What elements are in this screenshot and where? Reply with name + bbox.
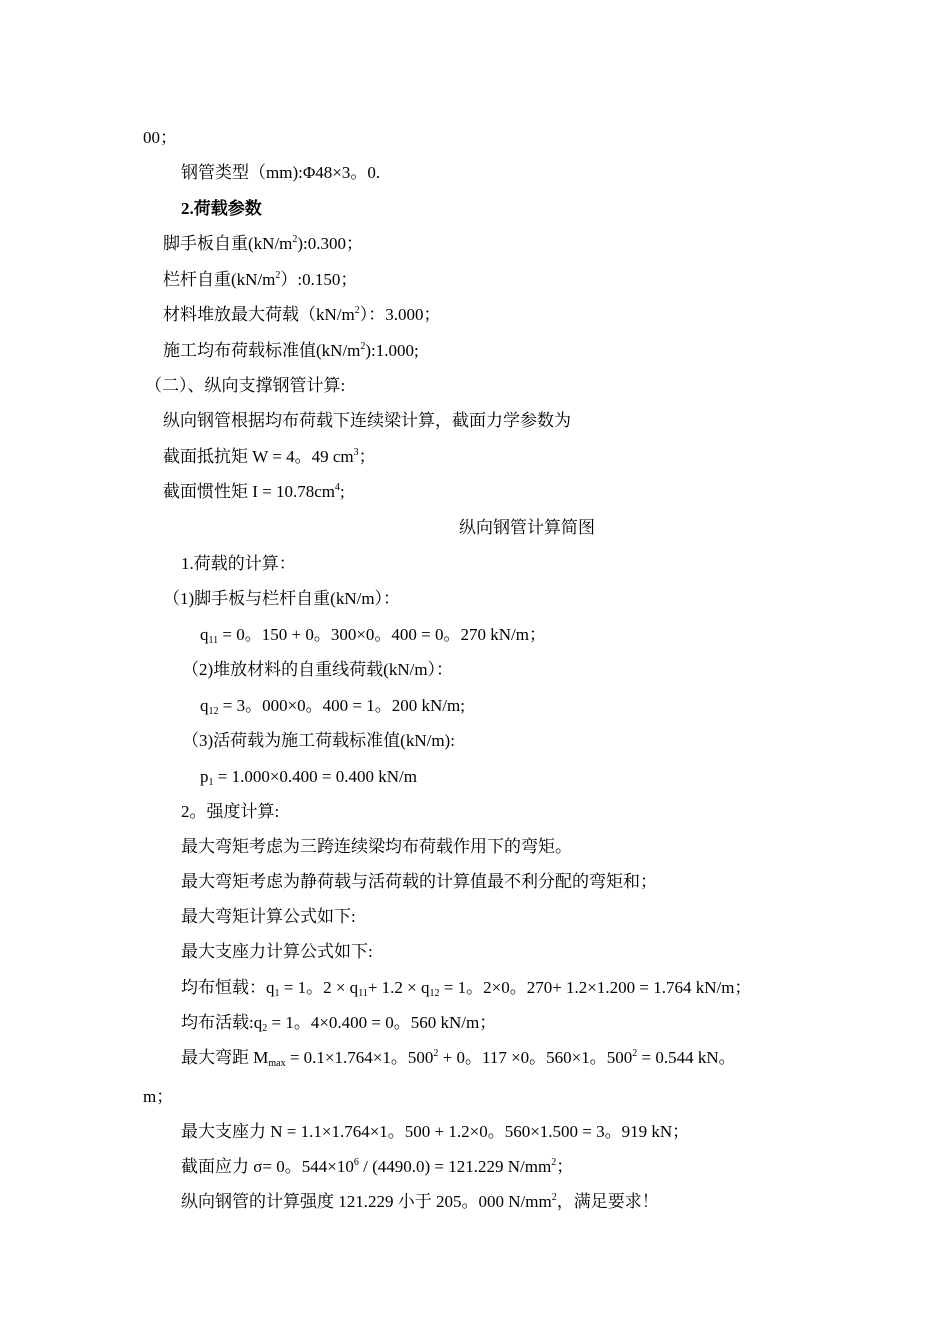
formula-max-support: 最大支座力 N = 1.1×1.764×1。500 + 1.2×0。560×1.500 = 3。919 kN； (181, 1122, 690, 1141)
subheading-load-calc: 1.荷载的计算： (181, 554, 296, 573)
section-heading-load-params: 2.荷载参数 (181, 199, 262, 218)
paragraph-max-moment-2: 最大弯矩考虑为静荷载与活荷载的计算值最不利分配的弯矩和； (181, 872, 657, 891)
text-line-fragment: 00； (143, 128, 177, 147)
moment-of-inertia: 截面惯性矩 $I = 10.78cm^4$; (163, 482, 345, 501)
formula-q11: $q_{11} = 0$。150 + 0。300×0。400 = 0。270 kN/m； (200, 625, 546, 646)
paragraph-support-formula: 最大支座力计算公式如下: (181, 942, 373, 961)
formula-p1: $p_1 = 1.000\times 0.400 = 0.400$ kN/m (200, 767, 417, 788)
section-modulus: 截面抵抗矩 W = 4。49 $cm^3$； (163, 447, 376, 466)
scaffold-board-weight: 脚手板自重$(kN/m^2):0.300$； (163, 234, 364, 253)
subheading-strength-calc: 2。强度计算: (181, 802, 280, 821)
formula-max-moment: 最大弯距 $M_{max} = 0.1\times 1.764\times 1$。$500^2 + 0$。117 ×0。560×1。$500^2 = 0.544$ kN。 (181, 1048, 736, 1069)
formula-live-load: 均布活载$:q_2 = 1$。4×0.400 = 0。560 kN/m； (181, 1013, 497, 1034)
construction-load: 施工均布荷载标准值$(kN/m^2):1.000$; (163, 341, 419, 360)
item-3-heading: （3)活荷载为施工荷载标准值(kN/m): (182, 731, 455, 750)
item-2-heading: （2)堆放材料的自重线荷载(kN/m）： (182, 660, 454, 679)
formula-max-moment-unit: m； (143, 1087, 174, 1106)
paragraph-moment-formula: 最大弯矩计算公式如下: (181, 907, 356, 926)
formula-q12: $q_{12} = 3$。000×0。400 = 1。200 kN/m; (200, 696, 465, 717)
railing-weight: 栏杆自重$(kN/m^2):0.150$； (163, 270, 358, 289)
item-1-heading: （1)脚手板与栏杆自重(kN/m）： (163, 589, 401, 608)
paragraph-max-moment-1: 最大弯矩考虑为三跨连续梁均布荷载作用下的弯矩。 (181, 837, 572, 856)
material-stack-load: 材料堆放最大荷载$(kN/m^2)$：3.000； (163, 305, 441, 324)
formula-dead-load: 均布恒载：$q_1 = 1$。$2 \times q_{11}+ 1.2 \times q_{12} = 1$。2×0。270+ 1.2×1.200 = 1.764 kN/m； (181, 978, 752, 999)
conclusion: 纵向钢管的计算强度 121.229 小于 205。000 $N/mm^2$，满足要求！ (181, 1192, 659, 1211)
formula-stress: 截面应力 σ= 0。$544\times 10^6 / (4490.0) = 121.229$ $N/mm^2$； (181, 1157, 574, 1176)
figure-caption: 纵向钢管计算简图 (459, 518, 595, 537)
steel-pipe-type: 钢管类型（mm):Φ48×3。0. (181, 163, 381, 182)
section-heading-longitudinal: （二）、纵向支撑钢管计算: (145, 376, 346, 395)
paragraph-intro: 纵向钢管根据均布荷载下连续梁计算，截面力学参数为 (163, 411, 571, 430)
